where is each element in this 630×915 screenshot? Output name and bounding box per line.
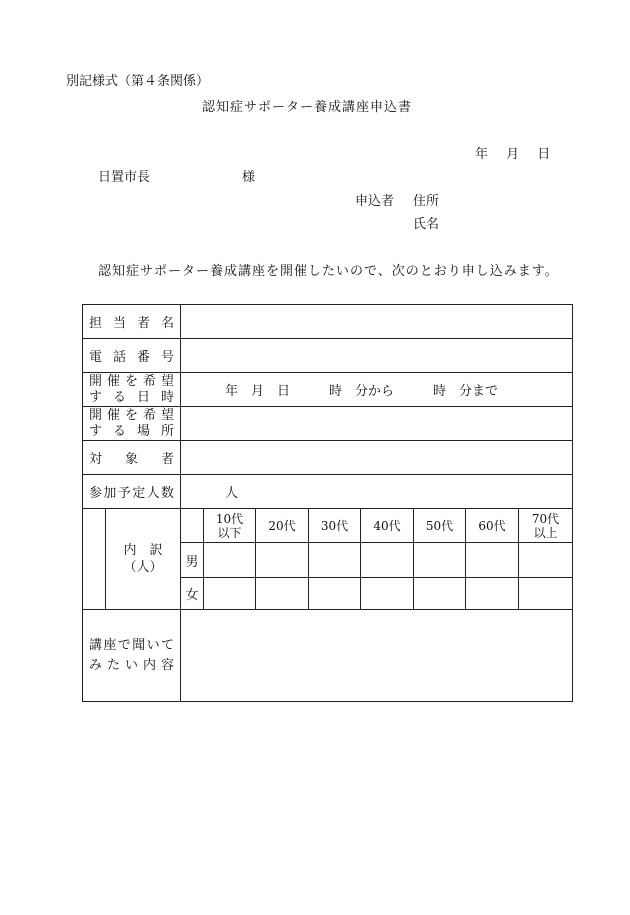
person-in-charge-label: 担当者名 [83,305,181,339]
male-30s-cell[interactable] [309,543,361,578]
gender-header-blank [181,509,204,543]
topics-field[interactable] [181,610,573,702]
date-field[interactable]: 年 月 日 時 分から 時 分まで [181,373,573,407]
place-label-line2: する場所 [89,423,175,439]
intro-text: 認知症サポーター養成講座を開催したいので、次のとおり申し込みます。 [98,264,559,279]
participants-label: 参加予定人数 [83,475,181,509]
male-60s-cell[interactable] [466,543,519,578]
name-label: 氏名 [413,217,440,232]
addressee-honorific: 様 [242,170,256,185]
age-30s-header: 30代 [309,509,361,543]
application-table [82,304,573,702]
phone-field[interactable] [181,339,573,373]
addressee-name: 日置市長 [98,170,151,185]
place-label [83,407,181,441]
addressee [98,166,255,185]
female-60s-cell[interactable] [466,578,519,610]
audience-label: 対象者 [83,441,181,475]
female-70s-cell[interactable] [519,578,573,610]
phone-label: 電話番号 [83,339,181,373]
breakdown-indent [83,509,106,610]
place-label-line1: 開催を希望 [89,407,175,423]
age-10s-header: 10代 以下 [204,509,256,543]
topics-label [83,610,181,702]
female-20s-cell[interactable] [256,578,309,610]
breakdown-label-line1: 内 訳 [123,543,163,558]
place-field[interactable] [181,407,573,441]
male-label: 男 [181,543,204,578]
breakdown-label [106,509,181,610]
male-70s-cell[interactable] [519,543,573,578]
age-70s-header: 70代 以上 [519,509,573,543]
address-label: 住所 [413,194,440,209]
female-30s-cell[interactable] [309,578,361,610]
form-number: 別記様式（第４条関係） [66,74,210,89]
male-50s-cell[interactable] [414,543,466,578]
female-40s-cell[interactable] [361,578,414,610]
age-20s-header: 20代 [256,509,309,543]
male-20s-cell[interactable] [256,543,309,578]
topics-label-line1: 講座で聞いて [89,637,175,653]
female-50s-cell[interactable] [414,578,466,610]
applicant-label: 申込者 [355,194,395,209]
female-10s-cell[interactable] [204,578,256,610]
male-40s-cell[interactable] [361,543,414,578]
age-50s-header: 50代 [414,509,466,543]
female-label: 女 [181,578,204,610]
date-line: 年 月 日 [475,147,551,162]
participants-field[interactable]: 人 [181,475,573,509]
topics-label-line2: みたい内容 [89,657,175,673]
form-title: 認知症サポーター養成講座申込書 [202,100,413,115]
date-label [83,373,181,407]
person-in-charge-field[interactable] [181,305,573,339]
male-10s-cell[interactable] [204,543,256,578]
breakdown-label-line2: （人） [123,560,163,575]
age-60s-header: 60代 [466,509,519,543]
date-label-line2: する日時 [89,389,175,405]
age-40s-header: 40代 [361,509,414,543]
date-label-line1: 開催を希望 [89,373,175,389]
audience-field[interactable] [181,441,573,475]
